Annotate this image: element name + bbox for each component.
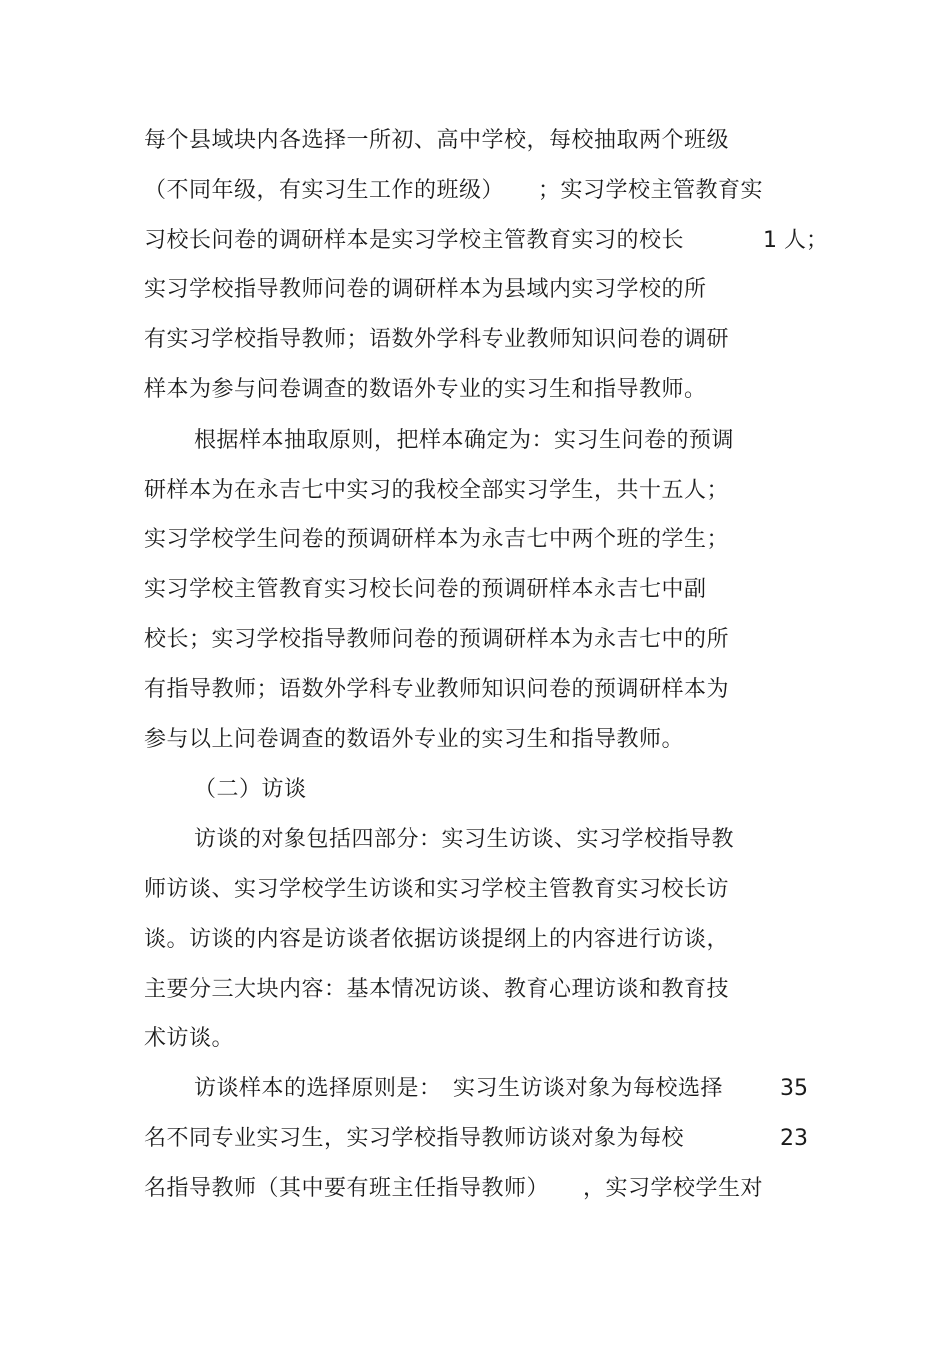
text-line: 实习学校主管教育实习校长问卷的预调研样本永吉七中副 xyxy=(144,577,707,602)
text-line: 名指导教师（其中要有班主任指导教师） ，实习学校学生对 xyxy=(144,1176,764,1201)
text-line: 有实习学校指导教师；语数外学科专业教师知识问卷的调研 xyxy=(144,327,730,352)
text-line: 样本为参与问卷调查的数语外专业的实习生和指导教师。 xyxy=(144,377,707,402)
text-line-tail: 35 xyxy=(780,1076,808,1101)
text-line: 实习学校学生问卷的预调研样本为永吉七中两个班的学生； xyxy=(144,527,730,552)
text-line: 师访谈、实习学校学生访谈和实习学校主管教育实习校长访 xyxy=(144,877,730,902)
text-line: 校长；实习学校指导教师问卷的预调研样本为永吉七中的所 xyxy=(144,627,730,652)
text-line: 研样本为在永吉七中实习的我校全部实习学生，共十五人； xyxy=(144,478,730,503)
text-line: （不同年级，有实习生工作的班级） ；实习学校主管教育实 xyxy=(144,178,764,203)
text-line-tail: 1 人； xyxy=(763,228,828,253)
text-line: 主要分三大块内容：基本情况访谈、教育心理访谈和教育技 xyxy=(144,977,730,1002)
text-line: 访谈的对象包括四部分：实习生访谈、实习学校指导教 xyxy=(194,827,735,852)
text-line: 每个县域块内各选择一所初、高中学校，每校抽取两个班级 xyxy=(144,128,730,153)
text-line: 访谈样本的选择原则是： 实习生访谈对象为每校选择 xyxy=(194,1076,724,1101)
text-line: 根据样本抽取原则，把样本确定为：实习生问卷的预调 xyxy=(194,428,735,453)
text-line: 名不同专业实习生，实习学校指导教师访谈对象为每校 xyxy=(144,1126,685,1151)
text-line-tail: 23 xyxy=(780,1126,808,1151)
text-line: 参与以上问卷调查的数语外专业的实习生和指导教师。 xyxy=(144,727,685,752)
section-heading: （二）访谈 xyxy=(194,777,307,802)
text-line: 实习学校指导教师问卷的调研样本为县域内实习学校的所 xyxy=(144,277,707,302)
text-line: 谈。访谈的内容是访谈者依据访谈提纲上的内容进行访谈， xyxy=(144,927,730,952)
text-line: 习校长问卷的调研样本是实习学校主管教育实习的校长 xyxy=(144,228,685,253)
text-line: 术访谈。 xyxy=(144,1026,235,1051)
text-line: 有指导教师；语数外学科专业教师知识问卷的预调研样本为 xyxy=(144,677,730,702)
